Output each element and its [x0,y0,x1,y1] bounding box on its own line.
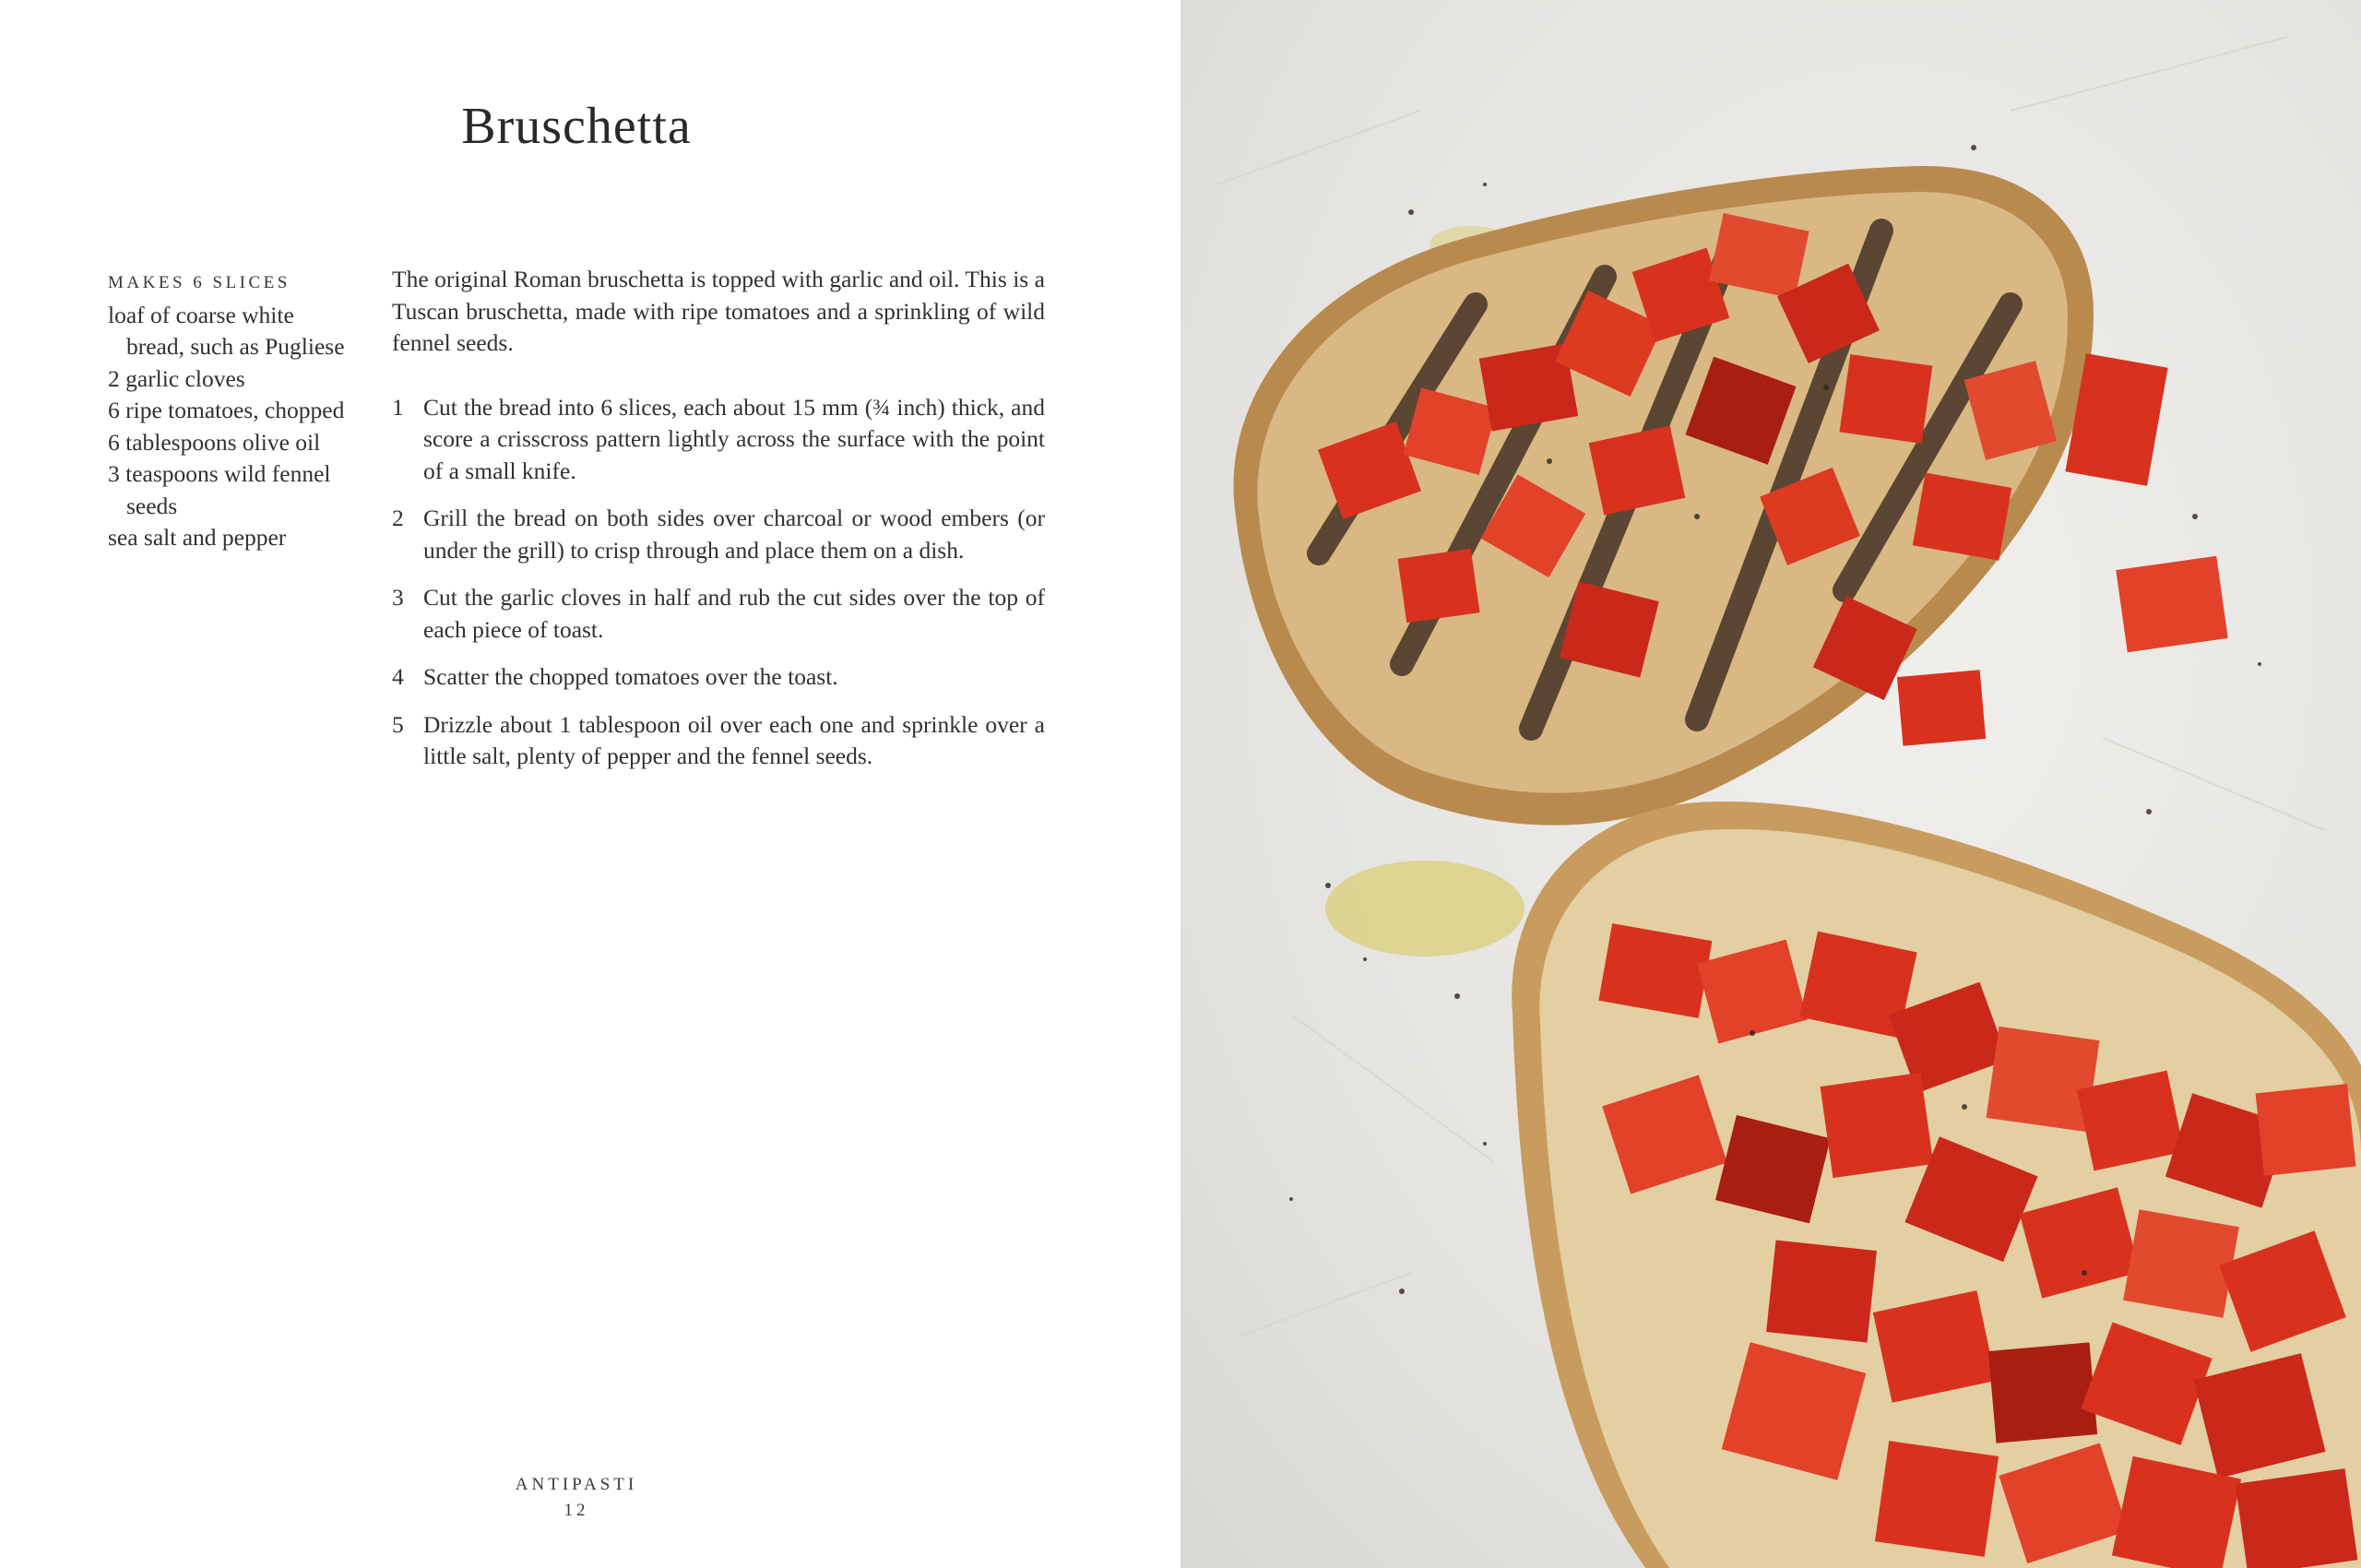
step-text: Cut the garlic cloves in half and rub the cut sides over the top of each piece of toast. [423,584,1045,643]
step-number: 5 [392,710,404,738]
yield-label: MAKES 6 SLICES [108,273,291,292]
bruschetta-illustration [1180,0,2361,1568]
ingredient-item: 6 ripe tomatoes, chopped [108,397,345,423]
recipe-page [0,0,1180,1568]
ingredient-item: 3 teaspoons wild fennel seeds [108,460,331,519]
ingredient-item: sea salt and pepper [108,524,287,551]
page-footer [0,1472,1153,1524]
step-number: 4 [392,663,404,690]
method-step [392,661,1045,694]
method-column [392,264,1045,789]
oil-drop [1325,861,1525,956]
ingredients-list [108,267,357,554]
step-text: Cut the bread into 6 slices, each about 15 mm (¾ inch) thick, and score a crisscross pattern lightly across the surface with the point of a small knife. [423,393,1045,484]
ingredient-item: 2 garlic cloves [108,364,245,392]
method-step [392,392,1045,488]
recipe-intro: The original Roman bruschetta is topped with garlic and oil. This is a Tuscan bruschetta, made with ripe tomatoes and a sprinkling of wild fennel seeds. [392,266,1045,356]
step-number: 2 [392,505,404,531]
method-step [392,503,1045,566]
step-number: 3 [392,584,404,611]
method-step [392,709,1045,773]
recipe-title: Bruschetta [461,98,692,155]
page-number: 12 [564,1501,589,1520]
bruschetta-photo [1180,0,2361,1568]
method-step [392,582,1045,646]
step-text: Drizzle about 1 tablespoon oil over each one and sprinkle over a little salt, plenty of pepper and the fennel seeds. [423,710,1045,769]
ingredient-item: loaf of coarse white bread, such as Pugliese [108,301,345,360]
step-text: Grill the bread on both sides over charcoal or wood embers (or under the grill) to crisp through and place them on a dish. [423,505,1045,564]
step-number: 1 [392,393,404,421]
step-text: Scatter the chopped tomatoes over the toast. [423,663,838,690]
section-name: ANTIPASTI [515,1475,638,1494]
ingredient-item: 6 tablespoons olive oil [108,428,321,456]
